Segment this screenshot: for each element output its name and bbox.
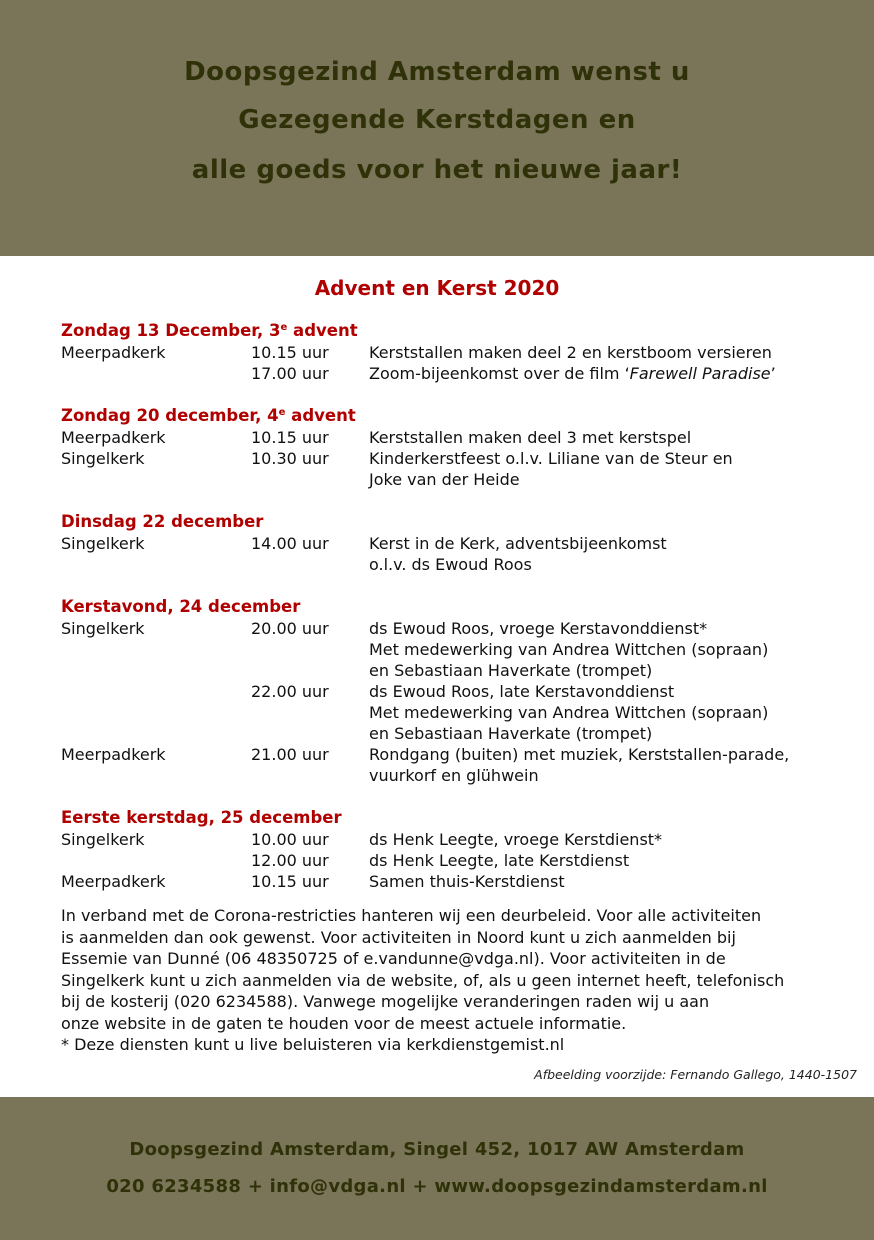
section-heading (61, 807, 841, 829)
section-heading-text: Eerste kerstdag, 25 december (61, 808, 342, 827)
section-heading-sup: e (278, 407, 286, 418)
info-paragraph (61, 905, 851, 1056)
row-time: 14.00 uur (251, 534, 329, 553)
paragraph-line: In verband met de Corona-restricties hanteren wij een deurbeleid. Voor alle activiteiten (61, 906, 762, 925)
row-location: Singelkerk (61, 830, 145, 849)
greeting-line-3: alle goeds voor het nieuwe jaar! (191, 155, 683, 185)
schedule-section (61, 320, 841, 384)
film-title: Farewell Paradise (629, 364, 771, 383)
section-heading (61, 596, 841, 618)
schedule-row (61, 871, 841, 892)
row-location (61, 681, 251, 744)
greeting-line-1: Doopsgezind Amsterdam wenst u (184, 57, 690, 87)
schedule-row (61, 363, 841, 384)
row-location: Meerpadkerk (61, 745, 166, 764)
description-line: Kerststallen maken deel 2 en kerstboom versieren (369, 343, 772, 362)
section-heading-suffix: advent (285, 406, 356, 425)
row-time: 10.15 uur (251, 872, 329, 891)
row-location: Singelkerk (61, 534, 145, 553)
schedule-section (61, 807, 841, 892)
description-line: Met medewerking van Andrea Wittchen (sopraan) (369, 703, 769, 722)
schedule-row (61, 744, 841, 786)
row-description (369, 850, 841, 871)
description-line (369, 363, 841, 384)
row-time: 21.00 uur (251, 745, 329, 764)
description-line: en Sebastiaan Haverkate (trompet) (369, 724, 653, 743)
row-location: Meerpadkerk (61, 428, 166, 447)
paragraph-line: Essemie van Dunné (06 48350725 of e.vandunne@vdga.nl). Voor activiteiten in de (61, 949, 726, 968)
description-line: en Sebastiaan Haverkate (trompet) (369, 661, 653, 680)
section-heading-text: Zondag 20 december, 4 (61, 406, 279, 425)
schedule-row (61, 681, 841, 744)
row-description (369, 448, 841, 490)
description-text: ’ (770, 364, 776, 383)
section-heading (61, 511, 841, 533)
description-line: Rondgang (buiten) met muziek, Kerststallen-parade, (369, 745, 790, 764)
description-line: ds Ewoud Roos, vroege Kerstavonddienst* (369, 619, 708, 638)
row-location: Singelkerk (61, 619, 145, 638)
description-line: Kinderkerstfeest o.l.v. Liliane van de Steur en (369, 449, 733, 468)
row-location: Meerpadkerk (61, 872, 166, 891)
footer-band (0, 1097, 874, 1240)
schedule-row (61, 342, 841, 363)
description-line: ds Ewoud Roos, late Kerstavonddienst (369, 682, 675, 701)
schedule-row (61, 829, 841, 850)
row-time: 20.00 uur (251, 619, 329, 638)
description-line: ds Henk Leegte, late Kerstdienst (369, 851, 630, 870)
row-description (369, 871, 841, 892)
row-location: Singelkerk (61, 449, 145, 468)
greeting-line-2: Gezegende Kerstdagen en (238, 105, 636, 135)
row-description (369, 342, 841, 363)
description-line: Kerst in de Kerk, adventsbijeenkomst (369, 534, 667, 553)
schedule-section (61, 511, 841, 575)
section-heading (61, 405, 841, 427)
description-line: Kerststallen maken deel 3 met kerstspel (369, 428, 692, 447)
section-heading-text: Kerstavond, 24 december (61, 597, 301, 616)
row-time: 17.00 uur (251, 364, 329, 383)
description-line: vuurkorf en glühwein (369, 766, 539, 785)
schedule-section (61, 405, 841, 490)
footer-contact: 020 6234588 + info@vdga.nl + www.doopsgezindamsterdam.nl (106, 1176, 768, 1197)
description-line: Met medewerking van Andrea Wittchen (sopraan) (369, 640, 769, 659)
schedule-row (61, 448, 841, 490)
paragraph-line: onze website in de gaten te houden voor de meest actuele informatie. (61, 1013, 627, 1033)
row-description (369, 829, 841, 850)
schedule-row (61, 533, 841, 575)
description-text: Zoom-bijeenkomst over de film ‘ (369, 364, 630, 383)
row-description (369, 533, 841, 575)
row-description (369, 618, 841, 681)
row-description (369, 363, 841, 384)
section-heading-text: Zondag 13 December, 3 (61, 321, 281, 340)
row-time: 10.00 uur (251, 830, 329, 849)
description-line: ds Henk Leegte, vroege Kerstdienst* (369, 830, 663, 849)
row-location (61, 850, 251, 871)
paragraph-line: bij de kosterij (020 6234588). Vanwege mogelijke veranderingen raden wij u aan (61, 992, 710, 1011)
row-location: Meerpadkerk (61, 343, 166, 362)
row-description (369, 427, 841, 448)
footer-address: Doopsgezind Amsterdam, Singel 452, 1017 AW Amsterdam (129, 1139, 745, 1160)
schedule (61, 320, 841, 913)
row-time: 12.00 uur (251, 851, 329, 870)
description-line: Joke van der Heide (369, 470, 520, 489)
row-time: 22.00 uur (251, 682, 329, 701)
section-heading (61, 320, 841, 342)
image-credit: Afbeelding voorzijde: Fernando Gallego, 1440-1507 (534, 1067, 857, 1082)
paragraph-line: * Deze diensten kunt u live beluisteren via kerkdienstgemist.nl (61, 1035, 565, 1054)
paragraph-line: Singelkerk kunt u zich aanmelden via de website, of, als u geen internet heeft, telefonisch (61, 970, 785, 990)
description-line: o.l.v. ds Ewoud Roos (369, 555, 532, 574)
page-title: Advent en Kerst 2020 (314, 276, 560, 300)
section-heading-suffix: advent (287, 321, 358, 340)
row-time: 10.30 uur (251, 449, 329, 468)
schedule-row (61, 850, 841, 871)
section-heading-text: Dinsdag 22 december (61, 512, 264, 531)
row-description (369, 681, 841, 744)
row-description (369, 744, 841, 786)
row-time: 10.15 uur (251, 428, 329, 447)
description-line: Samen thuis-Kerstdienst (369, 872, 565, 891)
schedule-section (61, 596, 841, 786)
row-time: 10.15 uur (251, 343, 329, 362)
schedule-row (61, 618, 841, 681)
schedule-row (61, 427, 841, 448)
row-location (61, 363, 251, 384)
paragraph-line: is aanmelden dan ook gewenst. Voor activiteiten in Noord kunt u zich aanmelden bij (61, 927, 736, 947)
section-heading-sup: e (280, 322, 288, 333)
